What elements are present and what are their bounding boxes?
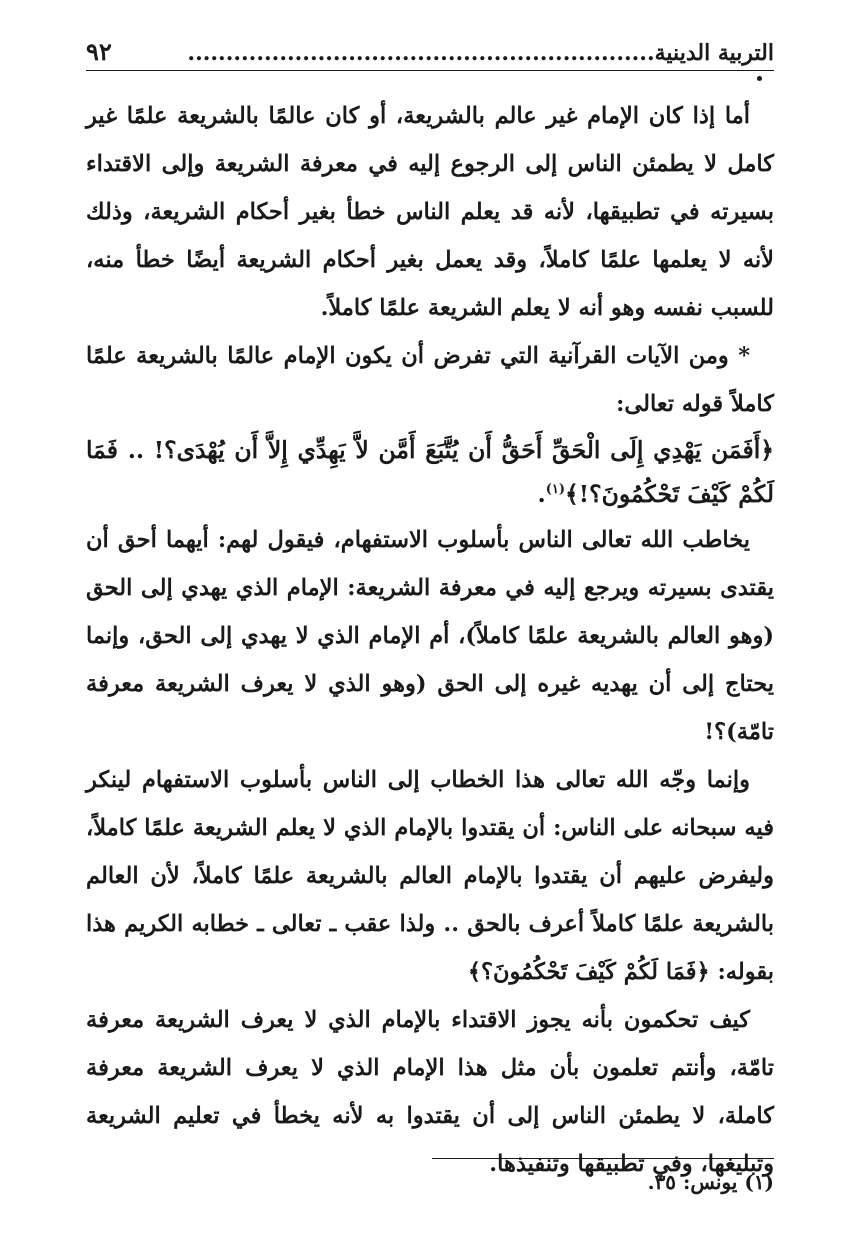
page-number: ٩٢: [86, 37, 112, 66]
page-header: [86, 32, 774, 66]
footnote-marker: (١): [545, 482, 566, 498]
paragraph-1: أما إذا كان الإمام غير عالم بالشريعة، أو كان عالمًا بالشريعة علمًا غير كامل لا يطمئن الناس إلى الرجوع إليه في معرفة الشريعة وإلى الاقتداء بسيرته في تطبيقها، لأنه قد يعلم الناس خطأ بغير أحكام الشريعة، وذلك لأنه لا يعلمها علمًا كاملاً، وقد يعمل بغير أحكام الشريعة أيضًا خطأ منه، للسبب نفسه وهو أنه لا يعلم الشريعة علمًا كاملاً.: [86, 103, 775, 321]
running-title: التربية الدينية.............................................................: [187, 40, 774, 66]
footnote: (١) يونس: ٣٥.: [647, 1170, 774, 1194]
quran-verse-text: ﴿أَفَمَن يَهْدِي إِلَى الْحَقِّ أَحَقُّ أَن يُتَّبَعَ أَمَّن لاَّ يَهِدِّي إِلاَّ أَن يُهْدَى؟! .. فَمَا لَكُمْ كَيْفَ تَحْكُمُونَ؟!﴾: [86, 436, 774, 508]
paragraph-5: كيف تحكمون بأنه يجوز الاقتداء بالإمام الذي لا يعرف الشريعة معرفة تامّة، وأنتم تعلمون بأن مثل هذا الإمام الذي لا يعرف الشريعة معرفة كاملة، لا يطمئن الناس إلى أن يقتدوا به لأنه يخطأ في تعليم الشريعة وتبليغها، وفي تطبيقها وتنفيذها.: [86, 1007, 774, 1177]
header-dot: [757, 76, 762, 81]
paragraph-4: [86, 756, 774, 996]
verse-end-mark: .: [537, 480, 546, 508]
paragraph-4-text: وإنما وجّه الله تعالى هذا الخطاب إلى الناس بأسلوب الاستفهام لينكر فيه سبحانه على الناس: أن يقتدوا بالإمام الذي لا يعلم الشريعة علمًا كاملاً، وليفرض عليهم أن يقتدوا بالإمام العالم بالشريعة علمًا كاملاً، لأن العالم بالشريعة علمًا كاملاً أعرف بالحق .. ولذا عقب ـ تعالى ـ خطابه الكريم هذا بقوله:: [86, 767, 774, 985]
quran-verse: [86, 428, 774, 516]
header-rule: [86, 70, 774, 71]
paragraph-3: يخاطب الله تعالى الناس بأسلوب الاستفهام، فيقول لهم: أيهما أحق أن يقتدى بسيرته ويرجع إليه في معرفة الشريعة: الإمام الذي يهدي إلى الحق (وهو العالم بالشريعة علمًا كاملاً)، أم الإمام الذي لا يهدي إلى الحق، وإنما يحتاج إلى أن يهديه غيره إلى الحق (وهو الذي لا يعرف الشريعة معرفة تامّة)؟!: [86, 527, 774, 745]
footnote-rule: [432, 1158, 774, 1159]
paragraph-2: * ومن الآيات القرآنية التي تفرض أن يكون الإمام عالمًا بالشريعة علمًا كاملاً قوله تعالى:: [86, 343, 774, 417]
main-text: [86, 92, 774, 1188]
quran-verse-inline: ﴿فَمَا لَكُمْ كَيْفَ تَحْكُمُونَ؟﴾: [467, 959, 710, 985]
